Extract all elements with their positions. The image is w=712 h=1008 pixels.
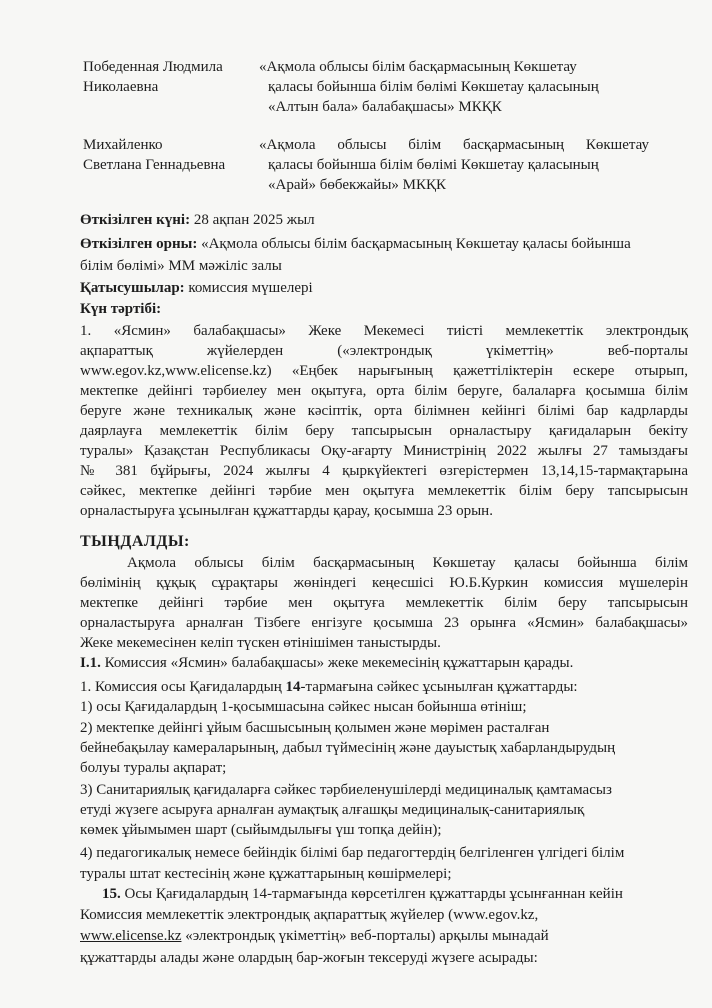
member-2-name-line1: Михайленко xyxy=(83,137,163,153)
elicense-link[interactable]: www.elicense.kz xyxy=(80,928,182,944)
rules15-line1 xyxy=(102,884,623,904)
date-label: Өткізілген күні: xyxy=(80,212,191,228)
rules14-intro-number: 14 xyxy=(285,679,301,695)
meeting-date xyxy=(80,210,315,230)
rules14-intro xyxy=(80,677,578,697)
rules14-item: етуді жүзеге асыруға арналған аумақтық алғашқы медициналық-санитариялық xyxy=(80,802,585,818)
agenda-line: № 381 бұйрығы, 2024 жылғы 4 қыркүйектегі өзгерістермен 13,14,15-тармақтарына xyxy=(80,463,688,479)
place-label: Өткізілген орны: xyxy=(80,236,198,252)
participants-label: Қатысушылар: xyxy=(80,280,185,296)
rules15-text: Осы Қағидалардың 14-тармағында көрсетілген құжаттарды ұсынғаннан кейін xyxy=(120,886,623,902)
place-value-line2: білім бөлімі» ММ мәжіліс залы xyxy=(80,258,282,274)
participants-value: комиссия мүшелері xyxy=(184,280,313,296)
rules14-item: туралы штат кестесінің және құжаттарының көшірмелері; xyxy=(80,866,452,882)
section-1-1 xyxy=(80,653,573,673)
rules14-item: 1) осы Қағидалардың 1-қосымшасына сәйкес нысан бойынша өтініш; xyxy=(80,699,527,715)
rules15-line3-text: «электрондық үкіметтің» веб-порталы) арқылы мынадай xyxy=(181,928,549,944)
member-1-org-line3: «Алтын бала» балабақшасы» МКҚК xyxy=(268,99,502,115)
meeting-place-line1 xyxy=(80,234,631,254)
agenda-line: сәйкес, мектепке дейінгі тәрбие мен оқытуға мемлекеттік білім беру тапсырысын xyxy=(80,483,688,499)
member-1-org-line1: «Ақмола облысы білім басқармасының Көкшетау xyxy=(259,59,577,75)
agenda-line: даярлауға мемлекеттік білім беру тапсырысын орналастыру қағидаларын бекіту xyxy=(80,423,688,439)
agenda-label: Күн тәртібі: xyxy=(80,301,162,317)
rules14-item: 2) мектепке дейінгі ұйым басшысының қолымен және мөрімен расталған xyxy=(80,720,550,736)
member-1-name-line1: Победенная Людмила xyxy=(83,59,223,75)
listened-line: Ақмола облысы білім басқармасының Көкшетау қаласы бойынша білім xyxy=(127,555,688,571)
agenda-line: туралы» Қазақстан Республикасы Оқу-ағарту Министрінің 2022 жылғы 27 тамыздағы xyxy=(80,443,688,459)
rules14-item: болуы туралы ақпарат; xyxy=(80,760,227,776)
agenda-line: 1. «Ясмин» балабақшасы» Жеке Мекемесі тиісті мемлекеттік электрондық xyxy=(80,323,688,339)
agenda-line: www.egov.kz,www.elicense.kz) «Еңбек нарығының қажеттіліктерін ескере отырып, xyxy=(80,363,688,379)
member-1-name-line2: Николаевна xyxy=(83,79,159,95)
rules15-number: 15. xyxy=(102,886,121,902)
rules14-item: бейнебақылау камераларының, дабыл түймесінің және дауыстық хабарландырудың xyxy=(80,740,616,756)
listened-line: бөлімінің құқық сұрақтары жөніндегі кеңесшісі Ю.Б.Куркин комиссия мүшелерін xyxy=(80,575,688,591)
rules15-line3 xyxy=(80,926,549,946)
date-value: 28 ақпан 2025 жыл xyxy=(190,212,315,228)
rules14-intro-post: -тармағына сәйкес ұсынылған құжаттарды: xyxy=(300,679,578,695)
listened-line: мектепке дейінгі тәрбие мен оқытуға мемлекеттік білім беру тапсырысын xyxy=(80,595,688,611)
listened-title: ТЫҢДАЛДЫ: xyxy=(80,533,190,550)
listened-line: орналастыруға арналған Тізбеге енгізуге қосымша 23 орынға «Ясмин» балабақшасы» xyxy=(80,615,688,631)
rules14-item: 3) Санитариялық қағидаларға сәйкес тәрбиеленушілерді медициналық қамтамасыз xyxy=(80,782,612,798)
listened-line: Жеке мекемесінен келіп түскен өтінішімен таныстырды. xyxy=(80,635,441,651)
agenda-line: беруге және техникалық және кәсіптік, орта білімнен кейінгі білімі бар кадрларды xyxy=(80,403,688,419)
rules14-item: 4) педагогикалық немесе бейіндік білімі бар педагогтердің белгіленген үлгідегі білім xyxy=(80,845,625,861)
section-1-1-text: Комиссия «Ясмин» балабақшасы» жеке мекемесінің құжаттарын қарады. xyxy=(100,655,574,671)
agenda-line: мектепке дейінгі тәрбиелеу мен оқытуға, орта білім беруге, балаларға қосымша білім xyxy=(80,383,688,399)
agenda-line: ақпараттық жүйелерден («электрондық үкіметтің» веб-порталы xyxy=(80,343,688,359)
member-2-org-line1: «Ақмола облысы білім басқармасының Көкшетау xyxy=(259,137,649,153)
rules15-line2: Комиссия мемлекеттік электрондық ақпараттық жүйелер (www.egov.kz, xyxy=(80,907,539,923)
rules15-line4: құжаттарды алады және олардың бар-жоғын тексеруді жүзеге асырады: xyxy=(80,950,538,966)
member-2-name-line2: Светлана Геннадьевна xyxy=(83,157,226,173)
member-2-org-line3: «Арай» бөбекжайы» МКҚК xyxy=(268,177,447,193)
agenda-line: орналастыруға ұсынылған құжаттарды қарау, қосымша 23 орын. xyxy=(80,503,493,519)
rules14-item: көмек ұйымымен шарт (сыйымдылығы үш топқа дейін); xyxy=(80,822,442,838)
section-1-1-number: I.1. xyxy=(80,655,101,671)
place-value-line1: «Ақмола облысы білім басқармасының Көкшетау қаласы бойынша xyxy=(197,236,631,252)
participants xyxy=(80,278,313,298)
member-1-org-line2: қаласы бойынша білім бөлімі Көкшетау қаласының xyxy=(268,79,599,95)
member-2-org-line2: қаласы бойынша білім бөлімі Көкшетау қаласының xyxy=(268,157,599,173)
rules14-intro-pre: 1. Комиссия осы Қағидалардың xyxy=(80,679,286,695)
